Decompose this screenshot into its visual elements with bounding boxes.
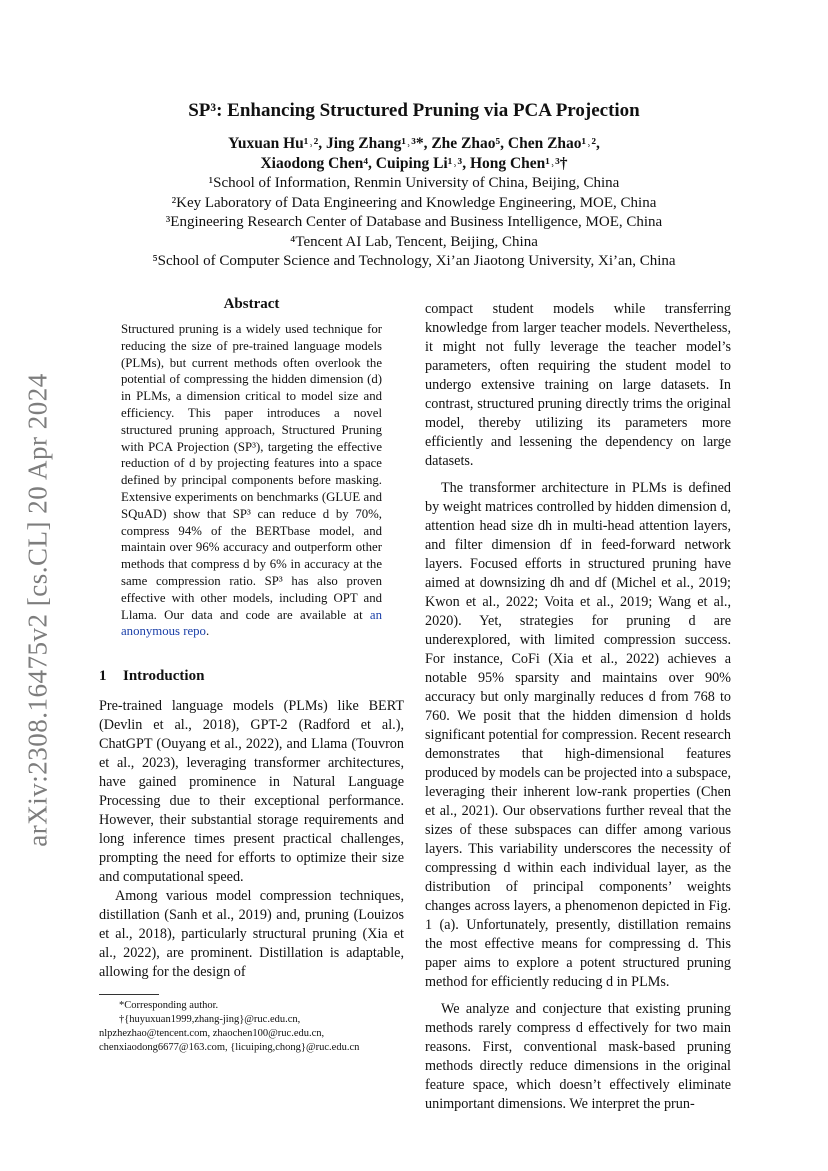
- abstract-body: [121, 321, 382, 640]
- affiliation-5: ⁵School of Computer Science and Technology, Xi’an Jiaotong University, Xi’an, China: [152, 253, 676, 269]
- footnote-emails: †{huyuxuan1999,zhang-jing}@ruc.edu.cn, nlpzhezhao@tencent.com, zhaochen100@ruc.edu.cn, chenxiaodong6677@163.com, {licuiping,chong}@ruc.edu.cn: [99, 1014, 360, 1054]
- section-heading-introduction: [99, 668, 404, 685]
- section-title: Introduction: [123, 668, 205, 685]
- arxiv-identifier-sidebar: [18, 360, 58, 860]
- intro-paragraph-1: Pre-trained language models (PLMs) like BERT (Devlin et al., 2018), GPT-2 (Radford et al.), ChatGPT (Ouyang et al., 2022), and Llama (Touvron et al., 2023), leveraging transformer architectures, have gained prominence in Natural Language Processing due to their exceptional performance. However, their substantial storage requirements and long inference times present practical challenges, prompting the need for efforts to optimize their size and computational speed.: [99, 698, 404, 886]
- affiliation-2: ²Key Laboratory of Data Engineering and Knowledge Engineering, MOE, China: [171, 194, 657, 211]
- affiliation-1: ¹School of Information, Renmin University of China, Beijing, China: [208, 175, 620, 191]
- right-paragraph-2: The transformer architecture in PLMs is defined by weight matrices controlled by hidden dimension d, attention head size dh in multi-head attention layers, and filter dimension df in feed-forward network layers. Focused efforts in structured pruning have aimed at downsizing dh and df (Michel et al., 2019; Kwon et al., 2022; Voita et al., 2019; Wang et al., 2020). Yet, strategies for pruning d are underexplored, with limited compression success. For instance, CoFi (Xia et al., 2022) achieves a notable 95% sparsity and maintains over 90% accuracy but only marginally reduces d from 768 to 760. We posit that the hidden dimension d holds significant potential for compression. Recent research demonstrates that high-dimensional features produced by models can be projected into a subspace, leveraging their inherent low-rank properties (Chen et al., 2021). Our observations further reveal that the sizes of these subspaces can differ among various layers. This variability underscores the necessity of compressing d within each individual layer, as the distribution of principal components’ weights changes across layers, a phenomenon depicted in Fig. 1 (a). Unfortunately, presently, distillation remains the most effective means for compressing d. This paper aims to explore a potent structured pruning method for efficiently reducing d in PLMs.: [425, 480, 731, 990]
- abstract-end: .: [205, 624, 210, 639]
- affiliation-4: ⁴Tencent AI Lab, Tencent, Beijing, China: [290, 233, 538, 250]
- abstract-text: Structured pruning is a widely used technique for reducing the size of pre-trained language models (PLMs), but current methods often overlook the potential of compressing the hidden dimension (d) in PLMs, a dimension critical to model size and efficiency. This paper introduces a novel structured pruning approach, Structured Pruning with PCA Projection (SP³), targeting the effective reduction of d by projecting features into a space defined by principal components before masking. Extensive experiments on benchmarks (GLUE and SQuAD) show that SP³ can reduce d by 70%, compress 94% of the BERTbase model, and maintain over 96% accuracy and outperform other methods that compress d by 6% in accuracy at the same compression ratio. SP³ has also proven effective with other models, including OPT and Llama. Our data and code are available at: [121, 322, 382, 622]
- affiliation-list: [0, 174, 828, 272]
- arxiv-identifier: arXiv:2308.16475v2 [cs.CL] 20 Apr 2024: [22, 373, 53, 847]
- author-list: [0, 134, 828, 174]
- right-paragraph-3: We analyze and conjecture that existing pruning methods rarely compress d effectively for two main reasons. First, conventional mask-based pruning methods directly reduce dimensions in the original feature space, which doesn’t effectively eliminate unimportant dimensions. We interpret the prun-: [425, 1001, 731, 1112]
- abstract-heading: Abstract: [223, 296, 280, 312]
- right-column: [425, 300, 731, 1114]
- paper-title: SP³: Enhancing Structured Pruning via PCA Projection: [188, 100, 640, 121]
- intro-paragraph-2: Among various model compression techniques, distillation (Sanh et al., 2019) and, pruning (Louizos et al., 2018), particularly structural pruning (Xia et al., 2022), are prominent. Distillation is adaptable, allowing for the design of: [99, 888, 404, 981]
- footnote-corresponding: *Corresponding author.: [119, 1000, 219, 1012]
- section-number: 1: [99, 668, 107, 685]
- left-column: [99, 296, 404, 1055]
- author-line-1: Yuxuan Hu¹˒², Jing Zhang¹˒³*, Zhe Zhao⁵, Chen Zhao¹˒²,: [228, 135, 600, 152]
- right-paragraph-1: compact student models while transferring knowledge from larger teacher models. Nevertheless, it might not fully leverage the teacher model’s parameters, often requiring the student model to undergo extensive training on large datasets. In contrast, structured pruning directly trims the original model, thereby utilizing its parameters more efficiently and lessening the dependency on large datasets.: [425, 301, 731, 469]
- affiliation-3: ³Engineering Research Center of Database and Business Intelligence, MOE, China: [165, 214, 663, 230]
- repo-link[interactable]: an anonymous repo: [121, 607, 382, 639]
- author-line-2: Xiaodong Chen⁴, Cuiping Li¹˒³, Hong Chen¹˒³†: [260, 155, 568, 172]
- footnote-rule: [99, 994, 159, 995]
